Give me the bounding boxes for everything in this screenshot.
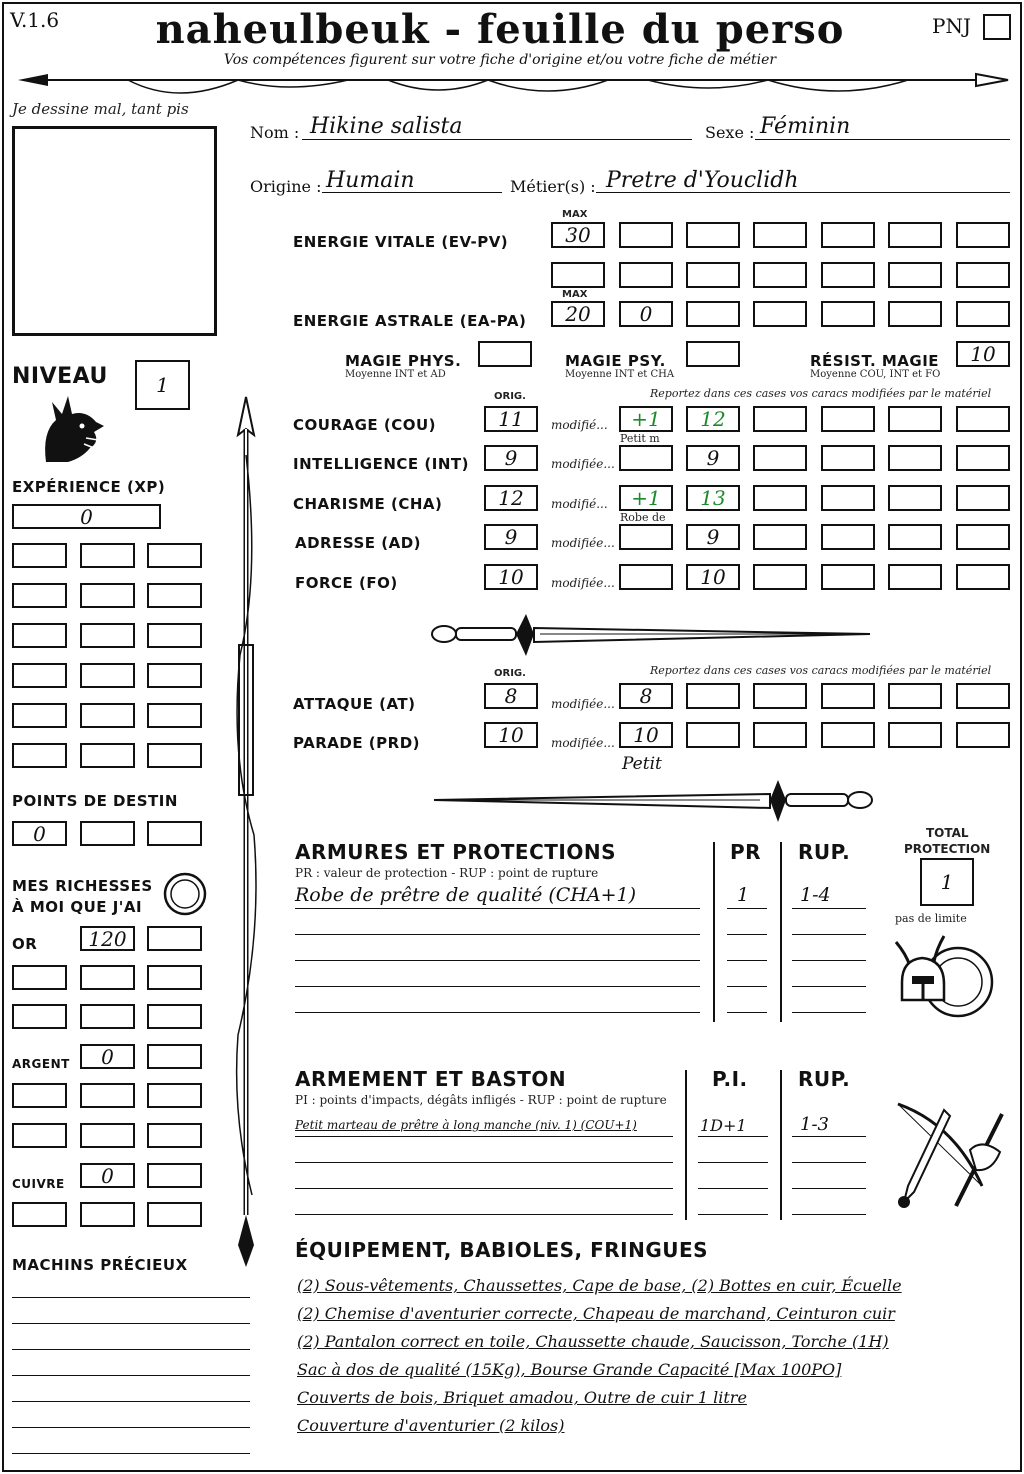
- weapon-pi-line: [698, 1214, 768, 1215]
- wealth-box[interactable]: [80, 1202, 135, 1227]
- armor-note: PR : valeur de protection - RUP : point de rupture: [295, 866, 599, 880]
- stat-extra-box-cha[interactable]: [956, 485, 1010, 511]
- niveau-box[interactable]: 1: [135, 360, 190, 410]
- xp-box-small[interactable]: [80, 663, 135, 688]
- ev-box[interactable]: [753, 222, 807, 248]
- magie-psy-label: MAGIE PSY.: [565, 352, 666, 370]
- coin-icon: [160, 870, 210, 918]
- resist-magie-label: RÉSIST. MAGIE: [810, 352, 940, 370]
- stat-mod-cou[interactable]: +1: [619, 406, 673, 432]
- combat-label-at: ATTAQUE (AT): [293, 695, 416, 713]
- orig-label: ORIG.: [494, 391, 526, 402]
- stat-final-ad[interactable]: 9: [686, 524, 740, 550]
- weapon-item-name[interactable]: Petit marteau de prêtre à long manche (niv. 1) (COU+1): [295, 1118, 637, 1132]
- combat-extra-box-prd[interactable]: [753, 722, 807, 748]
- combat-label-prd: PARADE (PRD): [293, 734, 421, 752]
- xp-box-small[interactable]: [80, 583, 135, 608]
- wealth-box[interactable]: [12, 965, 67, 990]
- origine-underline: [322, 192, 502, 193]
- ea-box[interactable]: 20: [551, 301, 605, 327]
- armor-title: ARMURES ET PROTECTIONS: [295, 840, 616, 864]
- combat-extra-box-prd[interactable]: [821, 722, 875, 748]
- sexe-underline: [755, 139, 1010, 140]
- xp-box-small[interactable]: [80, 743, 135, 768]
- dragon-icon: [38, 392, 106, 464]
- weapon-name-line: [295, 1136, 673, 1137]
- nom-value[interactable]: Hikine salista: [310, 114, 463, 139]
- stat-label-ad: ADRESSE (AD): [295, 534, 422, 552]
- stat-final-int[interactable]: 9: [686, 445, 740, 471]
- weapon-rup-line: [792, 1188, 866, 1189]
- stat-mod-note-cou: Petit m: [620, 432, 660, 445]
- ev-box[interactable]: [619, 262, 673, 288]
- ea-box[interactable]: 0: [619, 301, 673, 327]
- stat-orig-ad[interactable]: 9: [484, 524, 538, 550]
- metier-value[interactable]: Pretre d'Youclidh: [606, 168, 799, 193]
- combat-extra-box-at[interactable]: [888, 683, 942, 709]
- combat-orig-label: ORIG.: [494, 668, 526, 679]
- machins-line: [12, 1349, 250, 1350]
- armor-pr-line: [727, 908, 767, 909]
- weapon-rup-line: [792, 1214, 866, 1215]
- stat-extra-box-fo[interactable]: [956, 564, 1010, 590]
- stat-extra-box-ad[interactable]: [888, 524, 942, 550]
- wealth-box[interactable]: [12, 1202, 67, 1227]
- armor-pr-line: [727, 986, 767, 987]
- equipment-line[interactable]: Couverture d'aventurier (2 kilos): [297, 1416, 565, 1435]
- stat-extra-box-cha[interactable]: [888, 485, 942, 511]
- pnj-label: PNJ: [932, 14, 971, 38]
- stat-label-cou: COURAGE (COU): [293, 416, 437, 434]
- ea-label: ENERGIE ASTRALE (EA-PA): [293, 312, 527, 330]
- combat-orig-at[interactable]: 8: [484, 683, 538, 709]
- armor-name-line: [295, 986, 700, 987]
- combat-modifiee-prd: modifiée...: [551, 736, 615, 750]
- wealth-box[interactable]: [147, 1004, 202, 1029]
- weapons-note: PI : points d'impacts, dégâts infligés - RUP : point de rupture: [295, 1093, 667, 1107]
- weapon-pi-line: [698, 1188, 768, 1189]
- weapons-col-divider-1: [685, 1070, 687, 1220]
- weapons-pi-header: P.I.: [712, 1067, 748, 1091]
- ev-label: ENERGIE VITALE (EV-PV): [293, 233, 509, 251]
- destin-box[interactable]: [147, 821, 202, 846]
- stat-extra-box-cou[interactable]: [888, 406, 942, 432]
- stat-mod-int[interactable]: [619, 445, 673, 471]
- sexe-label: Sexe :: [705, 123, 755, 142]
- stat-mod-fo[interactable]: [619, 564, 673, 590]
- ea-box[interactable]: [956, 301, 1010, 327]
- nom-underline: [302, 139, 692, 140]
- magie-phys-note: Moyenne INT et AD: [345, 369, 446, 380]
- equipment-line[interactable]: (2) Sous-vêtements, Chaussettes, Cape de base, (2) Bottes en cuir, Écuelle: [297, 1276, 902, 1295]
- weapons-title: ARMEMENT ET BASTON: [295, 1067, 567, 1091]
- stat-label-int: INTELLIGENCE (INT): [293, 455, 469, 473]
- wealth-box[interactable]: [12, 1123, 67, 1148]
- armor-item-name[interactable]: Robe de prêtre de qualité (CHA+1): [295, 884, 637, 906]
- ev-box[interactable]: [888, 222, 942, 248]
- stat-label-fo: FORCE (FO): [295, 574, 398, 592]
- ea-box[interactable]: [753, 301, 807, 327]
- xp-box-small[interactable]: [12, 663, 67, 688]
- armor-name-line: [295, 908, 700, 909]
- total-protection-label-1: TOTAL: [926, 826, 969, 840]
- stat-extra-box-cou[interactable]: [821, 406, 875, 432]
- armor-name-line: [295, 934, 700, 935]
- wealth-box[interactable]: [147, 1123, 202, 1148]
- sword-icon-2: [430, 778, 875, 824]
- no-limit-note: pas de limite: [895, 912, 967, 925]
- metier-underline: [596, 192, 1010, 193]
- combat-extra-box-at[interactable]: [753, 683, 807, 709]
- armor-pr-line: [727, 1012, 767, 1013]
- armor-rup-line: [792, 934, 866, 935]
- richesses-label-1: MES RICHESSES: [12, 877, 153, 895]
- xp-box-small[interactable]: [12, 623, 67, 648]
- wealth-box[interactable]: [147, 1044, 202, 1069]
- cuivre-label: CUIVRE: [12, 1177, 65, 1191]
- machins-line: [12, 1375, 250, 1376]
- niveau-label: NIVEAU: [12, 364, 108, 389]
- wealth-box[interactable]: [12, 1004, 67, 1029]
- richesses-label-2: À MOI QUE J'AI: [12, 898, 143, 916]
- stat-extra-box-fo[interactable]: [821, 564, 875, 590]
- stat-modifie-cou: modifié...: [551, 418, 608, 432]
- combat-orig-prd[interactable]: 10: [484, 722, 538, 748]
- ev-box[interactable]: [956, 262, 1010, 288]
- xp-box-small[interactable]: [147, 703, 202, 728]
- armor-col-divider-2: [780, 842, 782, 1022]
- magie-phys-label: MAGIE PHYS.: [345, 352, 462, 370]
- weapons-rup-header: RUP.: [798, 1067, 851, 1091]
- sexe-value[interactable]: Féminin: [760, 114, 851, 139]
- stat-modifie-int: modifiée...: [551, 457, 615, 471]
- wealth-box[interactable]: 0: [80, 1044, 135, 1069]
- resist-magie-note: Moyenne COU, INT et FO: [810, 369, 941, 380]
- stat-orig-cou[interactable]: 11: [484, 406, 538, 432]
- helmet-shield-icon: [888, 926, 998, 1032]
- equipment-line[interactable]: Sac à dos de qualité (15Kg), Bourse Grande Capacité [Max 100PO]: [297, 1360, 842, 1379]
- ev-box[interactable]: [686, 262, 740, 288]
- ev-box[interactable]: [888, 262, 942, 288]
- xp-box-small[interactable]: [80, 703, 135, 728]
- metier-label: Métier(s) :: [510, 177, 596, 196]
- pnj-checkbox[interactable]: [983, 14, 1011, 40]
- stat-extra-box-int[interactable]: [888, 445, 942, 471]
- wealth-box[interactable]: [147, 1163, 202, 1188]
- portrait-box[interactable]: [12, 126, 217, 336]
- ea-box[interactable]: [686, 301, 740, 327]
- stat-extra-box-fo[interactable]: [888, 564, 942, 590]
- stat-extra-box-int[interactable]: [821, 445, 875, 471]
- stat-mod-cha[interactable]: +1: [619, 485, 673, 511]
- combat-extra-box-at[interactable]: [821, 683, 875, 709]
- xp-box-small[interactable]: [147, 623, 202, 648]
- stat-final-cou[interactable]: 12: [686, 406, 740, 432]
- combat-report-note: Reportez dans ces cases vos caracs modifiées par le matériel: [650, 664, 992, 677]
- wealth-box[interactable]: [147, 1202, 202, 1227]
- weapon-item-pi[interactable]: 1D+1: [700, 1116, 747, 1135]
- wealth-box[interactable]: [147, 1083, 202, 1108]
- stat-extra-box-ad[interactable]: [753, 524, 807, 550]
- weapon-pi-line: [698, 1136, 768, 1137]
- ea-max-label: MAX: [562, 289, 588, 300]
- xp-box-small[interactable]: [147, 583, 202, 608]
- stat-extra-box-ad[interactable]: [821, 524, 875, 550]
- armor-rup-line: [792, 960, 866, 961]
- armor-rup-header: RUP.: [798, 840, 851, 864]
- wealth-box[interactable]: [147, 965, 202, 990]
- xp-box-small[interactable]: [12, 543, 67, 568]
- total-protection-label-2: PROTECTION: [904, 842, 991, 856]
- magie-phys-box[interactable]: [478, 341, 532, 367]
- xp-box-small[interactable]: [12, 583, 67, 608]
- or-label: OR: [12, 935, 38, 953]
- sword-icon: [430, 612, 875, 658]
- ev-box[interactable]: [551, 262, 605, 288]
- xp-box-small[interactable]: [80, 623, 135, 648]
- version-label: V.1.6: [10, 8, 60, 32]
- spear-divider-icon: [8, 66, 1016, 102]
- stat-orig-int[interactable]: 9: [484, 445, 538, 471]
- armor-pr-line: [727, 934, 767, 935]
- combat-extra-box-prd[interactable]: [888, 722, 942, 748]
- xp-box-small[interactable]: [12, 743, 67, 768]
- combat-modifiee-at: modifiée...: [551, 697, 615, 711]
- armor-item-rup[interactable]: 1-4: [800, 884, 831, 906]
- weapon-name-line: [295, 1214, 673, 1215]
- weapon-name-line: [295, 1162, 673, 1163]
- ev-box[interactable]: [956, 222, 1010, 248]
- stat-label-cha: CHARISME (CHA): [293, 495, 443, 513]
- stat-modifie-cha: modifié...: [551, 497, 608, 511]
- weapon-item-rup[interactable]: 1-3: [800, 1114, 829, 1135]
- combat-extra-box-at[interactable]: [686, 683, 740, 709]
- xp-box-small[interactable]: [147, 743, 202, 768]
- origine-value[interactable]: Humain: [326, 168, 415, 193]
- sheet-subtitle: Vos compétences figurent sur votre fiche d'origine et/ou votre fiche de métier: [223, 52, 777, 68]
- xp-box-small[interactable]: [12, 703, 67, 728]
- ev-box[interactable]: [821, 262, 875, 288]
- machins-label: MACHINS PRÉCIEUX: [12, 1256, 188, 1274]
- ev-box[interactable]: [821, 222, 875, 248]
- stat-extra-box-fo[interactable]: [753, 564, 807, 590]
- combat-final-at[interactable]: 8: [619, 683, 673, 709]
- wealth-box[interactable]: [80, 965, 135, 990]
- ea-box[interactable]: [888, 301, 942, 327]
- weapons-crossed-icon: [884, 1094, 1008, 1216]
- resist-magie-box[interactable]: 10: [956, 341, 1010, 367]
- report-note: Reportez dans ces cases vos caracs modifiées par le matériel: [650, 387, 992, 400]
- stat-modifie-fo: modifiée...: [551, 576, 615, 590]
- wealth-box[interactable]: [80, 1004, 135, 1029]
- machins-line: [12, 1297, 250, 1298]
- armor-rup-line: [792, 1012, 866, 1013]
- equipment-line[interactable]: (2) Pantalon correct en toile, Chaussette chaude, Saucisson, Torche (1H): [297, 1332, 889, 1351]
- xp-box-small[interactable]: [147, 543, 202, 568]
- wealth-box[interactable]: [147, 926, 202, 951]
- armor-name-line: [295, 960, 700, 961]
- total-protection-box[interactable]: 1: [920, 858, 974, 906]
- stat-final-cha[interactable]: 13: [686, 485, 740, 511]
- destin-box[interactable]: 0: [12, 821, 67, 846]
- armor-name-line: [295, 1012, 700, 1013]
- combat-final-prd[interactable]: 10: [619, 722, 673, 748]
- combat-extra-box-prd[interactable]: [686, 722, 740, 748]
- weapon-rup-line: [792, 1162, 866, 1163]
- stat-mod-note-cha: Robe de: [620, 511, 666, 524]
- armor-pr-line: [727, 960, 767, 961]
- wealth-box[interactable]: [80, 1083, 135, 1108]
- magie-psy-note: Moyenne INT et CHA: [565, 369, 675, 380]
- ev-box[interactable]: 30: [551, 222, 605, 248]
- weapon-rup-line: [792, 1136, 866, 1137]
- nom-label: Nom :: [250, 123, 300, 142]
- ev-box[interactable]: [686, 222, 740, 248]
- argent-label: ARGENT: [12, 1057, 70, 1071]
- stat-extra-box-cha[interactable]: [821, 485, 875, 511]
- destin-label: POINTS DE DESTIN: [12, 792, 178, 810]
- equipment-line[interactable]: (2) Chemise d'aventurier correcte, Chapeau de marchand, Ceinturon cuir: [297, 1304, 895, 1323]
- machins-line: [12, 1453, 250, 1454]
- destin-box[interactable]: [80, 821, 135, 846]
- magie-psy-box[interactable]: [686, 341, 740, 367]
- stat-orig-fo[interactable]: 10: [484, 564, 538, 590]
- stat-final-fo[interactable]: 10: [686, 564, 740, 590]
- wealth-box[interactable]: [12, 1083, 67, 1108]
- portrait-caption: Je dessine mal, tant pis: [12, 100, 189, 118]
- weapons-col-divider-2: [780, 1070, 782, 1220]
- armor-item-pr[interactable]: 1: [737, 884, 750, 906]
- armor-pr-header: PR: [730, 840, 762, 864]
- stat-orig-cha[interactable]: 12: [484, 485, 538, 511]
- weapon-name-line: [295, 1188, 673, 1189]
- xp-label: EXPÉRIENCE (XP): [12, 478, 166, 496]
- armor-col-divider-1: [713, 842, 715, 1022]
- wealth-box[interactable]: 120: [80, 926, 135, 951]
- ev-box[interactable]: [753, 262, 807, 288]
- stat-extra-box-int[interactable]: [956, 445, 1010, 471]
- origine-label: Origine :: [250, 177, 322, 196]
- ev-max-label: MAX: [562, 209, 588, 220]
- stat-extra-box-ad[interactable]: [956, 524, 1010, 550]
- ev-box[interactable]: [619, 222, 673, 248]
- combat-extra-box-at[interactable]: [956, 683, 1010, 709]
- armor-rup-line: [792, 908, 866, 909]
- stat-extra-box-int[interactable]: [753, 445, 807, 471]
- xp-box-small[interactable]: [80, 543, 135, 568]
- stat-modifie-ad: modifiée...: [551, 536, 615, 550]
- combat-extra-box-prd[interactable]: [956, 722, 1010, 748]
- wealth-box[interactable]: 0: [80, 1163, 135, 1188]
- xp-box-small[interactable]: [147, 663, 202, 688]
- weapon-pi-line: [698, 1162, 768, 1163]
- equipment-title: ÉQUIPEMENT, BABIOLES, FRINGUES: [295, 1238, 709, 1262]
- sheet-title: naheulbeuk - feuille du perso: [155, 6, 845, 53]
- equipment-line[interactable]: Couverts de bois, Briquet amadou, Outre de cuir 1 litre: [297, 1388, 747, 1407]
- stat-extra-box-cou[interactable]: [956, 406, 1010, 432]
- xp-box[interactable]: 0: [12, 504, 161, 529]
- ea-box[interactable]: [821, 301, 875, 327]
- machins-line: [12, 1323, 250, 1324]
- stat-extra-box-cha[interactable]: [753, 485, 807, 511]
- machins-line: [12, 1427, 250, 1428]
- wealth-box[interactable]: [80, 1123, 135, 1148]
- machins-line: [12, 1401, 250, 1402]
- vertical-spear-icon: [226, 395, 266, 1275]
- stat-mod-ad[interactable]: [619, 524, 673, 550]
- stat-extra-box-cou[interactable]: [753, 406, 807, 432]
- armor-rup-line: [792, 986, 866, 987]
- prd-note: Petit: [622, 754, 662, 774]
